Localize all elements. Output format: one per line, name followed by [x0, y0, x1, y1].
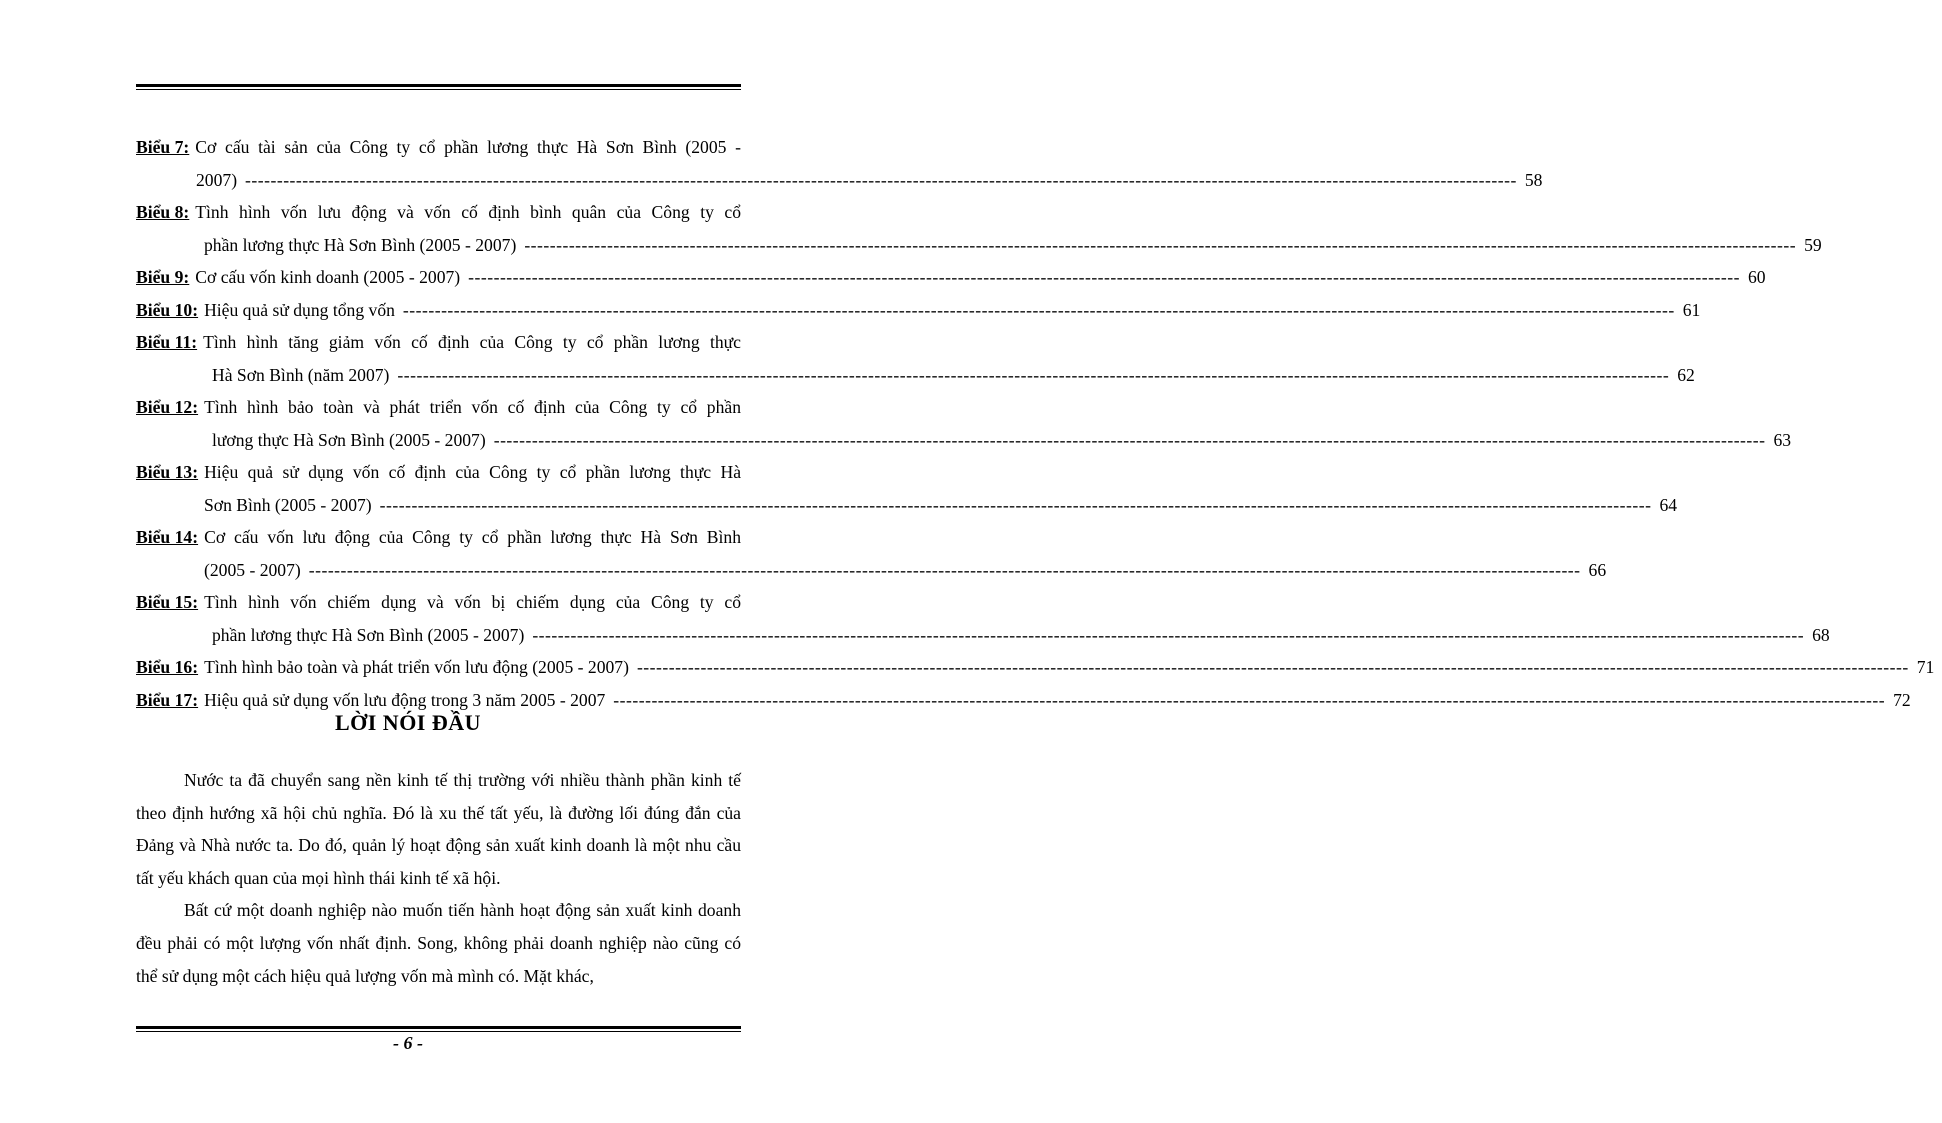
toc-line: [136, 164, 1543, 197]
toc-page: 62: [1677, 364, 1695, 385]
toc-label: Biểu 7:: [136, 137, 190, 157]
toc-entry: [136, 521, 1607, 586]
toc-entry: [136, 391, 1792, 456]
toc-page: 64: [1659, 494, 1678, 515]
paragraph: Bất cứ một doanh nghiệp nào muốn tiến hành hoạt động sản xuất kinh doanh đều phải có một lượng vốn nhất định. Song, không phải doanh nghiệp nào cũng có thể sử dụng một cách hiệu quả lượng vốn mà mình có. Mặt khác,: [136, 900, 741, 986]
toc-title: Cơ cấu vốn kinh doanh (2005 - 2007): [195, 267, 461, 287]
toc-title: Hiệu quả sử dụng vốn lưu động trong 3 năm 2005 - 2007: [204, 689, 606, 710]
footer-rule: [136, 1026, 741, 1032]
toc-label: Biểu 13:: [136, 462, 199, 482]
toc-line: [136, 651, 1935, 684]
toc-title: Tình hình bảo toàn và phát triển vốn cố định của Công ty cổ phần: [204, 397, 741, 417]
toc-title: Tình hình bảo toàn và phát triển vốn lưu động (2005 - 2007): [204, 657, 629, 677]
toc-label: Biểu 9:: [136, 267, 190, 287]
toc-title-continued: phần lương thực Hà Sơn Bình (2005 - 2007): [204, 234, 517, 255]
toc-leader: --------------------------------------------------------------------------------------------------------------------------------------------------------------------------------------------------------: [379, 494, 1652, 515]
toc-leader: --------------------------------------------------------------------------------------------------------------------------------------------------------------------------------------------------------: [245, 169, 1517, 190]
table-of-contents: [136, 131, 1935, 716]
toc-page: 61: [1682, 299, 1701, 320]
toc-entry: [136, 326, 1695, 391]
toc-page: 66: [1588, 559, 1607, 580]
toc-title: Cơ cấu vốn lưu động của Công ty cổ phần lương thực Hà Sơn Bình: [204, 527, 741, 547]
paragraph: Nước ta đã chuyển sang nền kinh tế thị trường với nhiều thành phần kinh tế theo định hướng xã hội chủ nghĩa. Đó là xu thế tất yếu, là đường lối đúng đắn của Đảng và Nhà nước ta. Do đó, quản lý hoạt động sản xuất kinh doanh là một nhu cầu tất yếu khách quan của mọi hình thái kinh tế xã hội.: [136, 770, 741, 888]
toc-title-continued: Sơn Bình (2005 - 2007): [204, 494, 372, 515]
toc-title: Cơ cấu tài sản của Công ty cổ phần lương thực Hà Sơn Bình (2005 -: [195, 137, 741, 157]
toc-entry: [136, 131, 1543, 196]
toc-line: [136, 326, 741, 359]
toc-leader: --------------------------------------------------------------------------------------------------------------------------------------------------------------------------------------------------------: [397, 364, 1670, 385]
toc-page: 68: [1812, 624, 1830, 645]
toc-entry: [136, 586, 1830, 651]
toc-page: 58: [1524, 169, 1543, 190]
toc-title: Tình hình vốn lưu động và vốn cố định bình quân của Công ty cổ: [195, 202, 741, 222]
toc-line: [136, 619, 1830, 652]
toc-label: Biểu 10:: [136, 299, 199, 320]
toc-label: Biểu 12:: [136, 397, 199, 417]
toc-title: Hiệu quả sử dụng tổng vốn: [204, 299, 395, 320]
toc-leader: --------------------------------------------------------------------------------------------------------------------------------------------------------------------------------------------------------: [613, 689, 1886, 710]
toc-line: [136, 359, 1695, 392]
toc-label: Biểu 8:: [136, 202, 190, 222]
toc-label: Biểu 16:: [136, 657, 199, 677]
toc-entry: [136, 261, 1766, 294]
toc-entry: [136, 294, 1701, 327]
toc-line: [136, 554, 1607, 587]
toc-entry: [136, 651, 1935, 684]
toc-title: Hiệu quả sử dụng vốn cố định của Công ty cổ phần lương thực Hà: [204, 462, 741, 482]
toc-label: Biểu 14:: [136, 527, 199, 547]
toc-leader: --------------------------------------------------------------------------------------------------------------------------------------------------------------------------------------------------------: [493, 429, 1766, 450]
toc-line: [136, 456, 741, 489]
toc-entry: [136, 456, 1678, 521]
toc-label: Biểu 15:: [136, 592, 199, 612]
toc-page: 60: [1747, 267, 1766, 287]
toc-title-continued: lương thực Hà Sơn Bình (2005 - 2007): [212, 429, 486, 450]
toc-line: [136, 196, 741, 229]
toc-label: Biểu 17:: [136, 689, 199, 710]
toc-title-continued: 2007): [196, 169, 238, 190]
toc-page: 59: [1804, 234, 1822, 255]
toc-leader: --------------------------------------------------------------------------------------------------------------------------------------------------------------------------------------------------------: [402, 299, 1675, 320]
page-number: - 6 -: [393, 1033, 423, 1053]
body-text: [136, 764, 741, 992]
toc-page: 71: [1916, 657, 1935, 677]
toc-page: 72: [1893, 689, 1911, 710]
toc-label: Biểu 11:: [136, 332, 198, 352]
toc-title: Tình hình vốn chiếm dụng và vốn bị chiếm dụng của Công ty cổ: [204, 592, 741, 612]
toc-entry: [136, 196, 1822, 261]
toc-line: [136, 586, 741, 619]
toc-title-continued: phần lương thực Hà Sơn Bình (2005 - 2007): [212, 624, 525, 645]
header-rule: [136, 84, 741, 90]
toc-leader: --------------------------------------------------------------------------------------------------------------------------------------------------------------------------------------------------------: [308, 559, 1581, 580]
toc-line: [136, 521, 741, 554]
toc-line: [136, 229, 1822, 262]
toc-line: [136, 294, 1701, 327]
toc-title-continued: Hà Sơn Bình (năm 2007): [212, 364, 390, 385]
toc-page: 63: [1773, 429, 1792, 450]
toc-title: Tình hình tăng giảm vốn cố định của Công ty cổ phần lương thực: [203, 332, 741, 352]
toc-title-continued: (2005 - 2007): [204, 559, 301, 580]
toc-leader: --------------------------------------------------------------------------------------------------------------------------------------------------------------------------------------------------------: [532, 624, 1805, 645]
section-heading: LỜI NÓI ĐẦU: [334, 710, 482, 735]
toc-line: [136, 261, 1766, 294]
toc-leader: --------------------------------------------------------------------------------------------------------------------------------------------------------------------------------------------------------: [636, 657, 1909, 677]
toc-line: [136, 131, 741, 164]
toc-line: [136, 489, 1678, 522]
toc-line: [136, 424, 1792, 457]
toc-line: [136, 391, 741, 424]
toc-leader: --------------------------------------------------------------------------------------------------------------------------------------------------------------------------------------------------------: [468, 267, 1740, 287]
toc-leader: --------------------------------------------------------------------------------------------------------------------------------------------------------------------------------------------------------: [524, 234, 1797, 255]
